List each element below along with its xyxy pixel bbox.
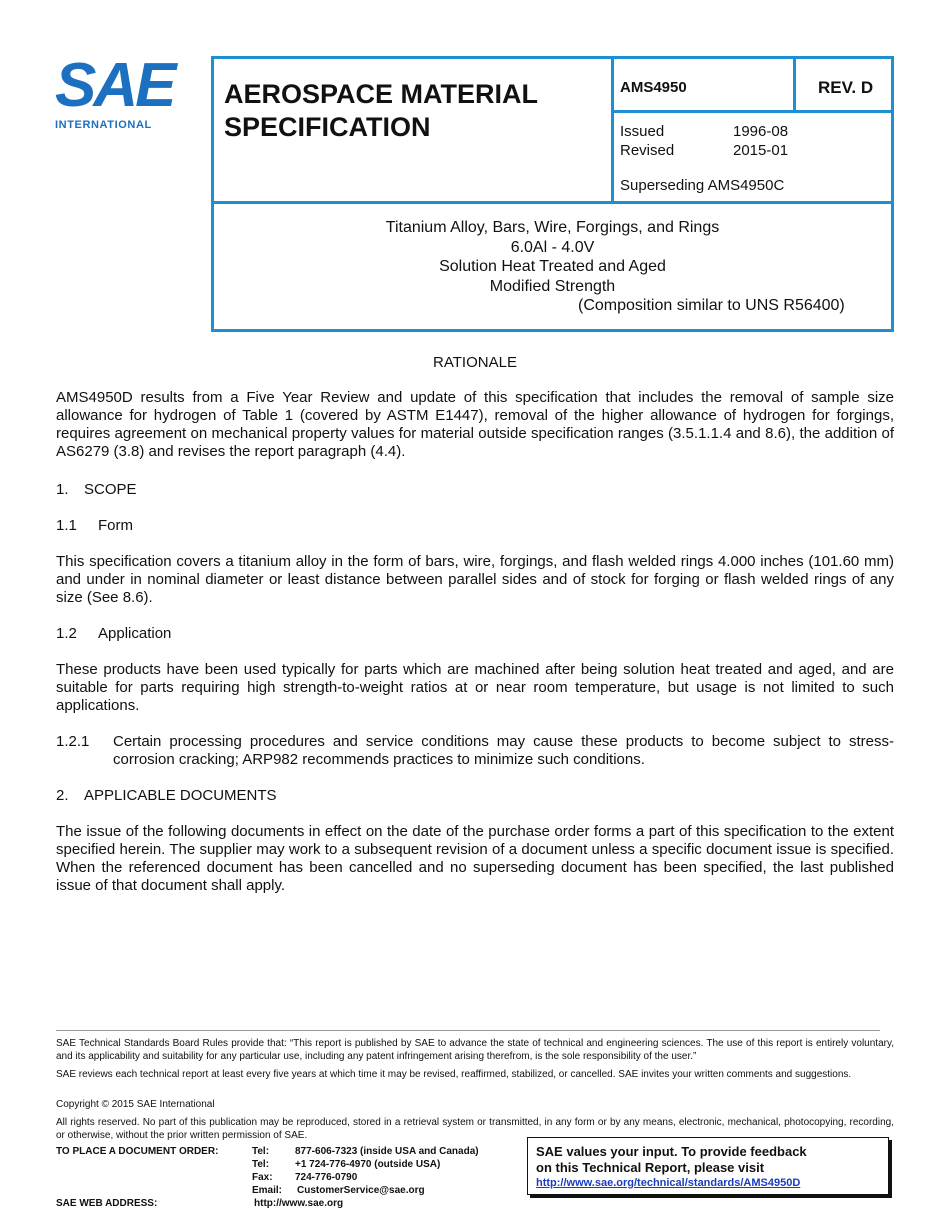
title-line3: Solution Heat Treated and Aged <box>439 258 666 275</box>
rationale-heading: RATIONALE <box>433 354 517 371</box>
header-divider-vertical <box>611 59 614 201</box>
document-type-heading <box>224 78 538 144</box>
superseding-note: Superseding AMS4950C <box>620 177 785 194</box>
feedback-line2: on this Technical Report, please visit <box>536 1160 765 1175</box>
section-1-2-title: Application <box>98 625 172 642</box>
title-line2: 6.0Al - 4.0V <box>510 238 595 256</box>
title-line1: Titanium Alloy, Bars, Wire, Forgings, and Rings <box>385 219 720 236</box>
tel2-label: Tel: <box>252 1159 270 1170</box>
section-1-1-title: Form <box>98 517 133 534</box>
logo-letters: SAE <box>55 51 174 120</box>
web-value: http://www.sae.org <box>254 1198 344 1209</box>
feedback-link[interactable]: http://www.sae.org/technical/standards/AMS4950D <box>536 1177 801 1189</box>
section-1-title: SCOPE <box>84 481 137 498</box>
footer-rule <box>56 1030 880 1031</box>
section-2-title: APPLICABLE DOCUMENTS <box>84 787 277 804</box>
section-1-number: 1. <box>56 481 69 498</box>
number-divider <box>611 110 894 113</box>
document-type-line1: AEROSPACE MATERIAL <box>224 79 539 109</box>
fax-value: 724-776-0790 <box>295 1172 358 1183</box>
rev-divider <box>793 59 796 113</box>
section-1-1-number: 1.1 <box>56 517 77 534</box>
revised-date: 2015-01 <box>733 142 789 159</box>
title-line4: Modified Strength <box>489 277 616 295</box>
rationale-text: AMS4950D results from a Five Year Review and update of this specification that includes the removal of sample size allowance for hydrogen of Table 1 (covered by ASTM E1447), removal of the higher allowance of hydrogen for forgings, requires agreement on mechanical property values for material outside specification ranges (3.5.1.1.4 and 8.6), the addition of AS6279 (3.8) and revises the report paragraph (4.4). <box>56 389 894 460</box>
email-value: CustomerService@sae.org <box>297 1185 425 1196</box>
document-number: AMS4950 <box>620 79 687 96</box>
section-1-2-number: 1.2 <box>56 625 77 642</box>
logo-subtitle: INTERNATIONAL <box>55 119 152 131</box>
revised-label: Revised <box>620 142 675 159</box>
title-divider <box>214 201 891 204</box>
fax-label: Fax: <box>252 1172 273 1183</box>
sae-logo <box>55 51 180 135</box>
footer-rules-text: SAE Technical Standards Board Rules provide that: “This report is published by SAE to advance the state of technical and engineering sciences. The use of this report is entirely voluntary, and its applicability and suitability for any particular use, including any patent infringement arising therefrom, is the sole responsibility of the user.” <box>56 1038 894 1062</box>
document-title <box>214 218 891 316</box>
feedback-box <box>527 1137 889 1195</box>
section-2-number: 2. <box>56 787 69 804</box>
revision-label: REV. D <box>818 78 874 97</box>
section-1-1-text: This specification covers a titanium alloy in the form of bars, wire, forgings, and flash welded rings 4.000 inches (101.60 mm) and under in nominal diameter or least distance between parallel sides and of stock for forging or flash welded rings of any size (See 8.6). <box>56 553 894 606</box>
feedback-line1: SAE values your input. To provide feedback <box>536 1144 807 1159</box>
tel-value: 877-606-7323 (inside USA and Canada) <box>295 1146 479 1157</box>
footer-review-text: SAE reviews each technical report at least every five years at which time it may be revised, reaffirmed, stabilized, or cancelled. SAE invites your written comments and suggestions. <box>56 1069 852 1080</box>
section-1-2-1-number: 1.2.1 <box>56 733 90 750</box>
order-label: TO PLACE A DOCUMENT ORDER: <box>56 1146 219 1157</box>
issued-date: 1996-08 <box>733 123 789 140</box>
footer-rights-text: All rights reserved. No part of this publication may be reproduced, stored in a retrieval system or transmitted, in any form or by any means, electronic, mechanical, photocopying, recording, or otherwise, without the prior written permission of SAE. <box>56 1117 894 1141</box>
web-label: SAE WEB ADDRESS: <box>56 1198 158 1209</box>
tel2-value: +1 724-776-4970 (outside USA) <box>295 1159 441 1170</box>
tel-label: Tel: <box>252 1146 270 1157</box>
section-2-text: The issue of the following documents in effect on the date of the purchase order forms a part of this specification to the extent specified herein. The supplier may work to a subsequent revision of a document unless a specific document issue is specified. When the referenced document has been cancelled and no superseding document has been specified, the last published issue of that document shall apply. <box>56 823 894 894</box>
issued-label: Issued <box>620 123 665 140</box>
section-1-2-1-text: Certain processing procedures and service conditions may cause these products to become subject to stress-corrosion cracking; ARP982 recommends practices to minimize such conditions. <box>113 733 894 768</box>
document-type-line2: SPECIFICATION <box>224 112 431 142</box>
footer-copyright: Copyright © 2015 SAE International <box>56 1099 215 1110</box>
title-line5: (Composition similar to UNS R56400) <box>578 297 845 314</box>
section-1-2-text: These products have been used typically for parts which are machined after being solution heat treated and aged, and are suitable for parts requiring high strength-to-weight ratios at or near room temperature, but usage is not limited to such applications. <box>56 661 894 714</box>
email-label: Email: <box>252 1185 283 1196</box>
